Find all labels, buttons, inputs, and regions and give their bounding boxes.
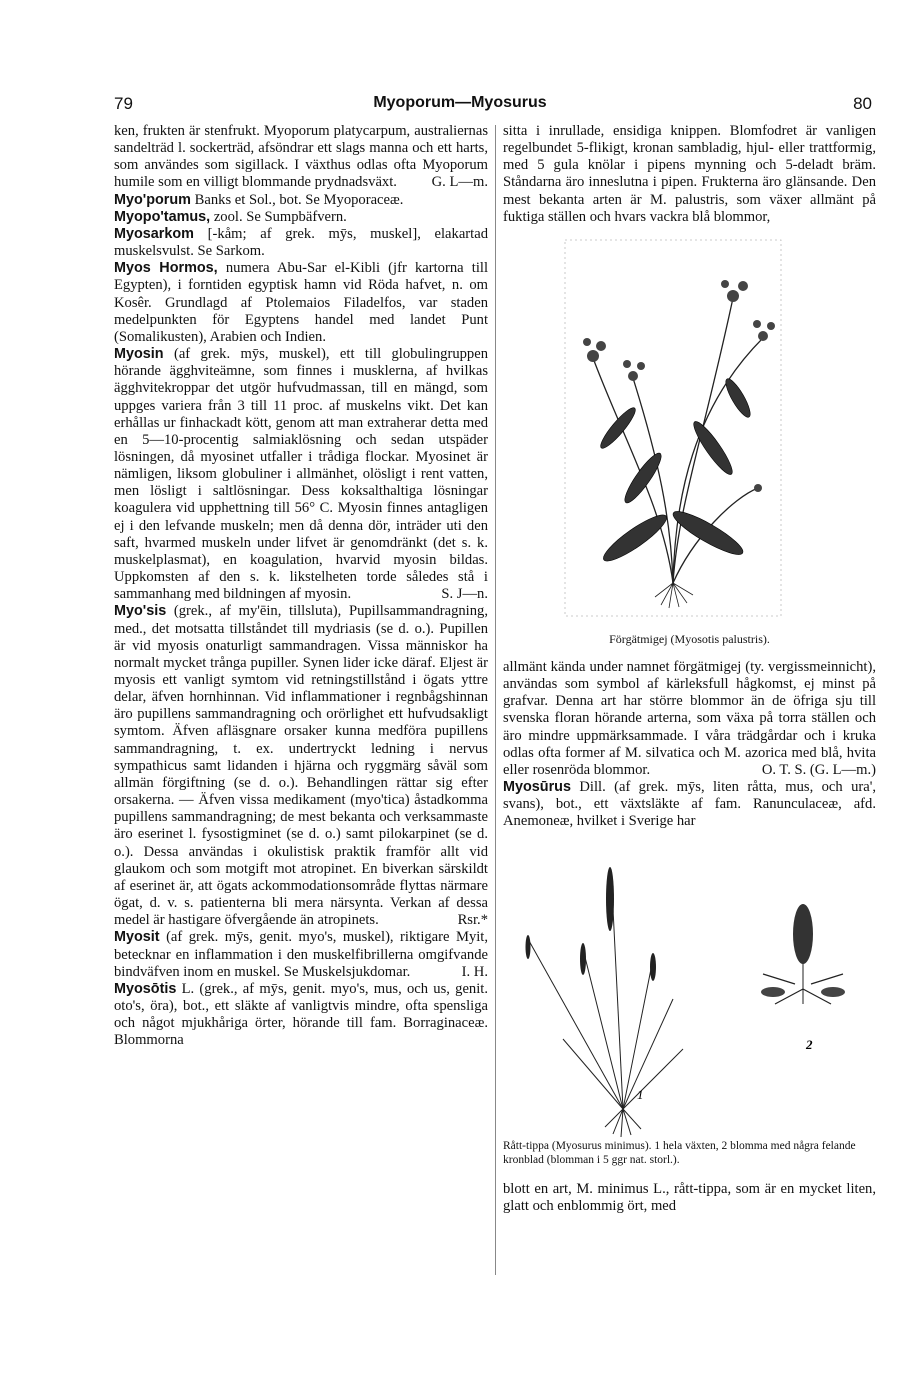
headword: Myosūrus	[503, 779, 571, 796]
entry-text: (grek., af my'ēin, tillsluta), Pupillsammandragning, med., det motsatta tillståndet till mydriasis (se d. o.). Pupillen är vid myosis onaturligt sammandragen. Vissa människor ha normalt mycket trånga pupiller. Synen lider icke däraf. Eljest är myosis ett vanligt symtom vid retningstillstånd i ögats yttre delar, äfven hornhinnan. Vid inflammationer i regnbågshinnan äro pupillens sammandragning och orörlighet ett hufvudsakligt symtom. Äfven afläsgnare orsaker kunna medföra pupillens sammandragning, t. ex. undertryckt ledning i nervus sympathicus samt lidanden i hjärna och ryggmärg såväl som allmän förgiftning (se d. o.). Behandlingen rättar sig efter orsakerna. — Äfven vissa medikament (myo'tica) åstadkomma pupillens sammandragning; de mest bekanta och verksammaste äro eserinet l. fysostigminet (se d. o.) samt pilokarpinet (se d. o.). Dessa användas i okulistisk praktik framför allt vid glaukom och som motgift mot atropinet. En biverkan särskildt af eserinet är, att ögats ackommodationsområde flyttas närmare ögat, d. v. s. patienterna bli mera närsynta. Verkan af dessa medel är hastigare öfvergående än atropinets.	[114, 603, 488, 929]
page-number-right: 80	[853, 94, 872, 113]
entry-text: L. (grek., af mȳs, genit. myo's, mus, och us, genit. oto's, öra), bot., ett släkte af vanligtvis mindre, ofta spensliga och något mjukhåriga örter, hörande till fam. Borraginaceæ. Blommorna	[114, 980, 488, 1049]
forget-me-not-figure	[503, 238, 876, 632]
right-column	[503, 123, 876, 1215]
myosotis-continuation: sitta i inrullade, ensidiga knippen. Blomfodret är vanligen regelbundet 5-flikigt, kronan sambladig, hjul- eller trattformig, med 5 gula knölar i pipens mynning och 5-deladt bräm. Ståndarna äro inneslutna i pipen. Frukterna äro glänsande. Den mest bekanta arten är M. palustris, som växer allmänt på fuktiga ställen och hvars vackra blå blommor,	[503, 123, 876, 225]
headword: Myosōtis	[114, 980, 177, 997]
entry-text: numera Abu-Sar el-Kibli (jfr kartorna till Egypten), i forntiden egyptisk hamn vid Röda hafvet, n. om Kosêr. Grundlagd af Ptolemaios Filadelfos, var staden medelpunkten för Egyptens handel med landet Punt (Somalikusten), Arabien och Indien.	[114, 260, 489, 345]
entry-text: ken, frukten är stenfrukt. Myoporum platycarpum, australiernas sandelträd l. sockerträd, afsöndrar ett slags manna och ett harts, som användes som sigillack. I växthus odlas ofta Myoporum humile som en villigt blommande prydnadsväxt.	[114, 123, 488, 191]
headword: Myosin	[114, 346, 164, 363]
figure1-caption: Förgätmigej (Myosotis palustris).	[609, 631, 770, 646]
entry-text: zool. Se Sumpbäfvern.	[213, 208, 347, 225]
column-divider	[495, 125, 496, 1275]
mousetail-figure	[503, 839, 876, 1139]
figure2-label-1: 1	[637, 1086, 644, 1102]
headword: Myosit	[114, 929, 160, 946]
entry-myosin	[114, 346, 488, 603]
headword: Myo'porum	[114, 191, 191, 208]
myosotis-text-after-figure	[503, 659, 876, 779]
author-signature: I. H.	[461, 963, 488, 980]
page-number-left: 79	[114, 94, 133, 113]
left-column	[114, 123, 488, 1049]
entry-myopotamus	[114, 209, 488, 226]
headword: Myo'sis	[114, 603, 167, 620]
entry-myoporum-cont	[114, 123, 488, 192]
entry-myoporum	[114, 192, 488, 209]
author-signature: Rsr.*	[457, 912, 488, 929]
figure2-caption: Rått-tippa (Myosurus minimus). 1 hela växten, 2 blomma med några felande kronblad (blomman i 5 ggr nat. storl.).	[503, 1139, 856, 1166]
entry-myosit	[114, 929, 488, 980]
entry-text: (af grek. mȳs, muskel), ett till globulingruppen hörande ägghviteämne, som finnes i musklerna, af hvilkas ägghvitekroppar det utgör hufvudmassan, till en mängd, som uppges variera från 3 till 11 proc. af muskelns vikt. Det kan erhållas ur finhackadt kött, genom att man extraherar detta med en 5—10-procentig salmiaklösning och sedan utspäder lösningen, då myosinet utfaller i trådiga flockar. Myosinet är nämligen, liksom globuliner i allmänhet, olösligt i rent vatten, men lösligt i saltlösningar. Dess koksalthaltiga lösningar koagulera vid upphettning till 56° C. Myosin finnes antagligen ej i den lefvande muskeln; men då denna dör, inträder uti den saft, hvarmed muskeln under lifvet är genomdränkt (det s. k. muskelplasmat), en koagulation, hvarvid myosin bildas. Uppkomsten af den s. k. likstelheten torde således stå i sammanhang med bildningen af myosin.	[114, 346, 488, 603]
headword: Myos Hormos,	[114, 260, 218, 277]
author-signature: S. J—n.	[441, 586, 488, 603]
entry-text: [-kåm; af grek. mȳs, muskel], elakartad muskelsvulst. Se Sarkom.	[114, 225, 488, 260]
mousetail-illustration	[503, 839, 876, 1139]
entry-myosurus	[503, 779, 876, 830]
headword: Myopo'tamus,	[114, 208, 211, 225]
entry-myos-hormos	[114, 260, 488, 346]
headword: Myosarkom	[114, 225, 194, 242]
entry-text: (af grek. mȳs, genit. myo's, muskel), riktigare Myit, betecknar en inflammation i den muskelfibrillerna omgifvande bindväfven inom en muskel. Se Muskelsjukdomar.	[114, 929, 488, 980]
author-signature: G. L—m.	[431, 174, 488, 191]
myosurus-continuation: blott en art, M. minimus L., rått-tippa, som är en mycket liten, glatt och enblommig ört, med	[503, 1180, 876, 1214]
entry-myosis	[114, 603, 488, 929]
figure2-label-2: 2	[806, 1036, 813, 1052]
forget-me-not-illustration	[563, 238, 783, 618]
entry-myosarkom	[114, 226, 488, 260]
entry-text: Dill. (af grek. mȳs, liten råtta, mus, och ura', svans), bot., ett växtsläkte af fam. Ranunculaceæ, afd. Anemoneæ, hvilket i Sverige har	[503, 779, 876, 830]
entry-text: Banks et Sol., bot. Se Myoporaceæ.	[194, 191, 404, 208]
entry-myosotis	[114, 981, 488, 1050]
running-head: Myoporum—Myosurus	[373, 94, 547, 111]
author-signature: O. T. S. (G. L—m.)	[761, 761, 876, 778]
entry-text: allmänt kända under namnet förgätmigej (ty. vergissmeinnicht), användas som symbol af kärleksfull hågkomst, ej minst på grafvar. Denna art har större blommor än de öfriga sju till svenska floran hörande arterna, som växa på torra ställen och äro mindre uppmärksammade. I våra trädgårdar och i kruka odlas ofta former af M. silvatica och M. azorica med blå, hvita eller rosenröda blommor.	[503, 658, 876, 778]
